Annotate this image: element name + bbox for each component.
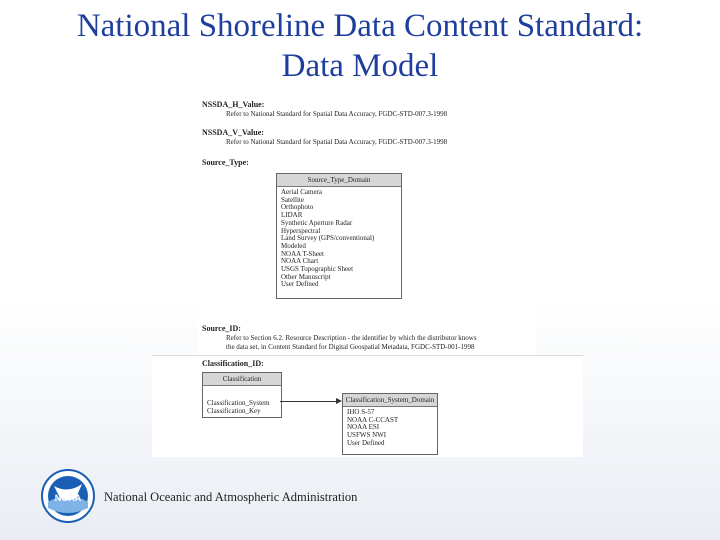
domain-list-item: NOAA ESI (347, 423, 380, 432)
domain-list-item: Modeled (281, 241, 306, 250)
source-type-domain-title: Source_Type_Domain (277, 174, 401, 187)
classification-system-domain-list (343, 407, 437, 448)
domain-list-item: Classification_System (207, 399, 270, 407)
source-id-description-line-2: the data set, in Content Standard for Digital Geospatial Metadata, FGDC-STD-001-1998 (226, 343, 475, 351)
source-id-description-line-1: Refer to Section 6.2. Resource Description - the identifier by which the distributor knows (226, 334, 477, 342)
domain-list-item: NOAA C-CCAST (347, 415, 399, 424)
source-id-label: Source_ID: (202, 324, 241, 333)
domain-list-item: Orthophoto (281, 203, 314, 212)
organization-name: National Oceanic and Atmospheric Administration (104, 490, 358, 504)
domain-list-item: Other Manuscript (281, 272, 331, 281)
nssda-v-value-label: NSSDA_V_Value: (202, 128, 264, 137)
nssda-v-value-description: Refer to National Standard for Spatial Data Accuracy, FGDC-STD-007.3-1998 (226, 138, 448, 146)
classification-system-domain-title: Classification_System_Domain (343, 394, 437, 407)
domain-list-item: Land Survey (GPS/conventional) (281, 234, 375, 243)
source-type-domain-list (277, 187, 401, 289)
domain-list-item: LIDAR (281, 211, 303, 220)
slide-title-line-2: Data Model (281, 48, 439, 84)
domain-list-item: Classification_Key (207, 406, 261, 415)
domain-list-item: Satellite (281, 195, 304, 204)
domain-list-item: NOAA T-Sheet (281, 249, 324, 258)
data-model-document-bottom (152, 355, 583, 457)
domain-list-item: User Defined (281, 280, 319, 289)
nssda-h-value-label: NSSDA_H_Value: (202, 100, 265, 109)
classification-table (202, 372, 282, 418)
classification-list (203, 386, 281, 415)
domain-list-item: IHO S-57 (347, 408, 375, 416)
noaa-logo (40, 468, 96, 524)
slide-title-line-1: National Shoreline Data Content Standard: (76, 8, 644, 44)
domain-list-item: NOAA Chart (281, 257, 319, 266)
classification-title: Classification (203, 373, 281, 386)
nssda-h-value-description: Refer to National Standard for Spatial Data Accuracy, FGDC-STD-007.3-1998 (226, 110, 448, 118)
domain-list-item: Hyperspectral (281, 226, 321, 235)
classification-system-domain-table (342, 393, 438, 455)
classification-arrow-line (280, 401, 336, 402)
data-model-document-top (198, 95, 536, 357)
source-type-label: Source_Type: (202, 158, 249, 167)
slide-title (0, 6, 720, 86)
domain-list-item: Aerial Camera (281, 188, 323, 196)
source-type-domain-table (276, 173, 402, 299)
domain-list-item: Synthetic Aperture Radar (281, 218, 353, 227)
domain-list-item: User Defined (347, 438, 385, 447)
classification-id-label: Classification_ID: (202, 359, 264, 368)
domain-list-item: USGS Topographic Sheet (281, 265, 354, 274)
domain-list-item: USFWS NWI (347, 431, 387, 440)
noaa-logo-text: NOAA (54, 493, 82, 503)
